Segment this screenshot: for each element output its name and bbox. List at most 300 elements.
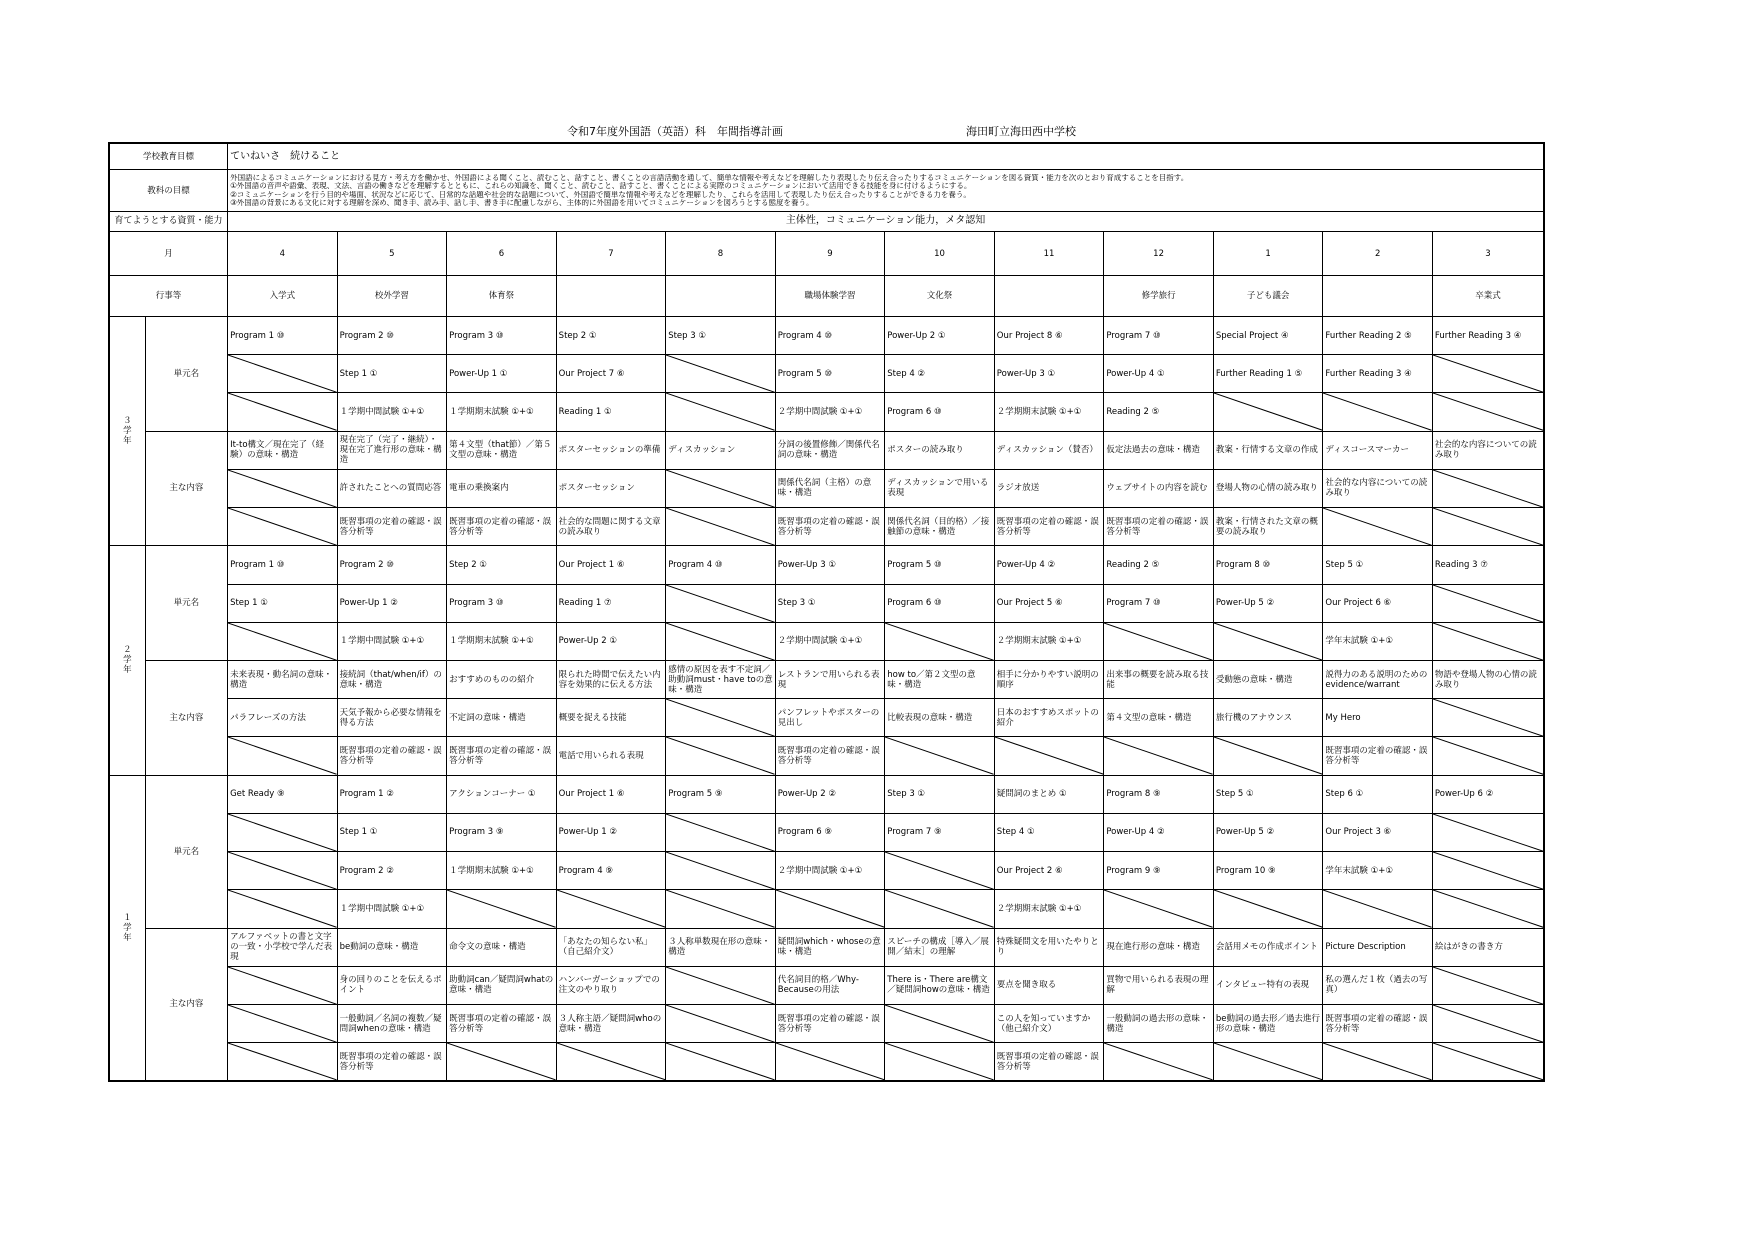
unit-cell: Reading 3 ⑦ [1432, 546, 1544, 584]
content-cell: 既習事項の定着の確認・誤答分析等 [775, 1004, 885, 1042]
page-title: 令和7年度外国語（英語）科 年間指導計画 [567, 125, 783, 138]
month-cell: 9 [775, 232, 885, 275]
empty-cell [447, 1043, 557, 1081]
slash-line [885, 852, 994, 889]
ability-text: 主体性，コミュニケーション能力，メタ認知 [228, 211, 1544, 232]
empty-cell-slash [228, 737, 337, 774]
unit-section-label: 単元名 [145, 775, 227, 928]
empty-cell [1432, 622, 1544, 660]
slash-line [1214, 890, 1323, 927]
event-cell [666, 275, 776, 316]
empty-cell-slash [885, 737, 994, 774]
content-cell: 未来表現・動名詞の意味・構造 [228, 660, 338, 698]
grade-content-row [109, 737, 1544, 775]
content-cell: 第４文型（that節）／第５文型の意味・構造 [447, 431, 557, 469]
unit-section-label: 単元名 [145, 546, 227, 661]
empty-cell-slash [1433, 470, 1543, 507]
content-cell: ウェブサイトの内容を読む [1104, 469, 1214, 507]
unit-cell: Our Project 7 ⑥ [556, 355, 666, 393]
month-cell: 2 [1323, 232, 1433, 275]
empty-cell [666, 852, 776, 890]
unit-cell: Step 3 ① [885, 775, 995, 813]
slash-line [666, 737, 775, 774]
unit-cell: Reading 2 ⑤ [1104, 546, 1214, 584]
unit-cell: Program 5 ⑨ [666, 775, 776, 813]
content-cell: 教案・行情された文章の概要の読み取り [1213, 508, 1323, 546]
slash-line [1433, 699, 1543, 736]
empty-cell-slash [1433, 699, 1543, 736]
grade-unit-row [109, 813, 1544, 851]
content-cell: 出来事の概要を読み取る技能 [1104, 660, 1214, 698]
content-cell: 物語や登場人物の心情の読み取り [1432, 660, 1544, 698]
grade-unit-row [109, 622, 1544, 660]
content-cell: 相手に分かりやすい説明の順序 [994, 660, 1104, 698]
content-cell: 不定詞の意味・構造 [447, 699, 557, 737]
empty-cell [228, 852, 338, 890]
unit-cell: １学期中間試験 ①+① [337, 890, 447, 928]
empty-cell [1432, 1043, 1544, 1081]
empty-cell [1432, 355, 1544, 393]
empty-cell [1213, 737, 1323, 775]
slash-line [666, 355, 775, 392]
slash-line [1433, 508, 1543, 545]
content-cell: 既習事項の定着の確認・誤答分析等 [447, 508, 557, 546]
content-cell: 感情の原因を表す不定詞／助動詞must・have toの意味・構造 [666, 660, 776, 698]
unit-cell: Further Reading 3 ④ [1323, 355, 1433, 393]
annual-plan-table [108, 142, 1545, 1082]
slash-line [228, 814, 337, 851]
empty-cell-slash [1433, 737, 1543, 774]
empty-cell-slash [447, 890, 556, 927]
event-row [109, 275, 1544, 316]
content-cell: 現在進行形の意味・構造 [1104, 928, 1214, 966]
content-cell: ポスターセッションの準備 [556, 431, 666, 469]
content-cell: 絵はがきの書き方 [1432, 928, 1544, 966]
unit-cell: Power-Up 2 ① [556, 622, 666, 660]
content-cell: 関係代名詞（目的格）／接触節の意味・構造 [885, 508, 995, 546]
empty-cell-slash [1323, 1043, 1432, 1080]
content-cell: 仮定法過去の意味・構造 [1104, 431, 1214, 469]
empty-cell-slash [1323, 393, 1432, 430]
slash-line [1433, 585, 1543, 622]
empty-cell-slash [228, 355, 337, 392]
content-cell: how to／第２文型の意味・構造 [885, 660, 995, 698]
slash-line [228, 623, 337, 660]
empty-cell [994, 737, 1104, 775]
slash-line [1433, 737, 1543, 774]
empty-cell [228, 355, 338, 393]
empty-cell [666, 1043, 776, 1081]
unit-cell: １学期中間試験 ①+① [337, 393, 447, 431]
slash-line [557, 890, 666, 927]
empty-cell [1213, 393, 1323, 431]
unit-cell: Our Project 2 ⑥ [994, 852, 1104, 890]
grade-content-row [109, 431, 1544, 469]
empty-cell [885, 852, 995, 890]
slash-line [228, 1043, 337, 1080]
empty-cell-slash [1214, 737, 1323, 774]
empty-cell [228, 1004, 338, 1042]
grade-unit-row [109, 890, 1544, 928]
slash-line [1433, 890, 1543, 927]
month-label: 月 [109, 232, 228, 275]
unit-cell: Step 5 ① [1213, 775, 1323, 813]
grade-label-char: 年 [123, 932, 132, 943]
content-cell: 疑問詞which・whoseの意味・構造 [775, 928, 885, 966]
content-cell: 関係代名詞（主格）の意味・構造 [775, 469, 885, 507]
empty-cell [1432, 584, 1544, 622]
slash-line [1433, 814, 1543, 851]
slash-line [885, 1005, 994, 1042]
empty-cell [1432, 813, 1544, 851]
slash-line [1214, 623, 1323, 660]
slash-line [228, 967, 337, 1004]
empty-cell-slash [1323, 508, 1432, 545]
content-cell: be動詞の意味・構造 [337, 928, 447, 966]
content-cell: おすすめのものの紹介 [447, 660, 557, 698]
grade-unit-row [109, 852, 1544, 890]
content-cell: 会話用メモの作成ポイント [1213, 928, 1323, 966]
empty-cell-slash [557, 1043, 666, 1080]
empty-cell-slash [666, 393, 775, 430]
unit-cell: １学期期末試験 ①+① [447, 622, 557, 660]
empty-cell-slash [228, 1005, 337, 1042]
empty-cell [1104, 1043, 1214, 1081]
content-cell: 教案・行情する文章の作成 [1213, 431, 1323, 469]
empty-cell [1432, 699, 1544, 737]
unit-cell: Power-Up 2 ② [775, 775, 885, 813]
content-cell: It-to構文／現在完了（経験）の意味・構造 [228, 431, 338, 469]
content-cell: 一般動詞の過去形の意味・構造 [1104, 1004, 1214, 1042]
unit-cell: Step 1 ① [228, 584, 338, 622]
ability-label: 育てようとする資質・能力 [109, 211, 228, 232]
subject-goal-row [109, 170, 1544, 211]
content-cell: 登場人物の心情の読み取り [1213, 469, 1323, 507]
subject-goal-line: ②コミュニケーションを行う目的や場面、状況などに応じて、日常的な話題や社会的な話題について、外国語で簡単な情報や考えなどを理解したり、これらを活用して表現したり伝え合ったりすることができる力を養う。 [230, 190, 971, 199]
empty-cell-slash [228, 508, 337, 545]
empty-cell [1432, 890, 1544, 928]
empty-cell-slash [1214, 623, 1323, 660]
slash-line [228, 470, 337, 507]
content-cell: 既習事項の定着の確認・誤答分析等 [994, 1043, 1104, 1081]
unit-cell: Power-Up 2 ① [885, 317, 995, 355]
unit-cell: 学年末試験 ①+① [1323, 622, 1433, 660]
content-section-label: 主な内容 [145, 431, 227, 546]
unit-cell: アクションコーナー ① [447, 775, 557, 813]
empty-cell [885, 622, 995, 660]
content-cell: 既習事項の定着の確認・誤答分析等 [1104, 508, 1214, 546]
content-cell: 既習事項の定着の確認・誤答分析等 [1323, 1004, 1433, 1042]
empty-cell [556, 890, 666, 928]
empty-cell-slash [666, 814, 775, 851]
slash-line [776, 1043, 885, 1080]
unit-cell: Power-Up 3 ① [775, 546, 885, 584]
plan-body [109, 143, 1544, 1081]
empty-cell-slash [885, 1043, 994, 1080]
month-cell: 3 [1432, 232, 1544, 275]
unit-cell: Program 5 ⑩ [885, 546, 995, 584]
empty-cell-slash [557, 890, 666, 927]
school-goal-text: ていねいさ 続けること [228, 143, 1544, 170]
unit-cell: Program 7 ⑨ [885, 813, 995, 851]
empty-cell-slash [228, 623, 337, 660]
empty-cell [1104, 890, 1214, 928]
slash-line [228, 737, 337, 774]
month-cell: 7 [556, 232, 666, 275]
content-cell: 既習事項の定着の確認・誤答分析等 [337, 737, 447, 775]
unit-cell: Program 10 ⑨ [1213, 852, 1323, 890]
slash-line [666, 814, 775, 851]
content-cell: レストランで用いられる表現 [775, 660, 885, 698]
grade-unit-row [109, 393, 1544, 431]
empty-cell-slash [885, 1005, 994, 1042]
unit-cell: Power-Up 1 ② [556, 813, 666, 851]
unit-cell: Program 3 ⑩ [447, 317, 557, 355]
empty-cell [447, 890, 557, 928]
empty-cell [885, 737, 995, 775]
empty-cell-slash [1433, 814, 1543, 851]
content-cell: ラジオ放送 [994, 469, 1104, 507]
content-cell: 既習事項の定着の確認・誤答分析等 [775, 508, 885, 546]
empty-cell [666, 813, 776, 851]
unit-cell: Power-Up 5 ② [1213, 584, 1323, 622]
unit-cell: Program 7 ⑩ [1104, 584, 1214, 622]
empty-cell-slash [666, 508, 775, 545]
content-cell: 受動態の意味・構造 [1213, 660, 1323, 698]
slash-line [666, 890, 775, 927]
slash-line [666, 852, 775, 889]
unit-cell: ２学期期末試験 ①+① [994, 622, 1104, 660]
slash-line [1433, 1005, 1543, 1042]
empty-cell [775, 1043, 885, 1081]
event-cell: 子ども議会 [1213, 275, 1323, 316]
grade-label-char: ２ [123, 645, 132, 656]
empty-cell [1432, 1004, 1544, 1042]
content-cell: 既習事項の定着の確認・誤答分析等 [337, 1043, 447, 1081]
unit-cell: １学期期末試験 ①+① [447, 852, 557, 890]
empty-cell-slash [1433, 1005, 1543, 1042]
content-cell: 代名詞目的格／Why-Becauseの用法 [775, 966, 885, 1004]
grade-label [109, 775, 145, 1081]
slash-line [557, 1043, 666, 1080]
content-cell: 要点を聞き取る [994, 966, 1104, 1004]
content-cell: ポスターの読み取り [885, 431, 995, 469]
empty-cell [885, 1043, 995, 1081]
content-cell: ３人称単数現在形の意味・構造 [666, 928, 776, 966]
grade-unit-row [109, 775, 1544, 813]
empty-cell-slash [776, 890, 885, 927]
empty-cell [885, 890, 995, 928]
slash-line [1214, 393, 1323, 430]
empty-cell [666, 622, 776, 660]
grade-label-char: 学 [123, 922, 132, 933]
subject-goal-label: 教科の目標 [109, 170, 228, 211]
slash-line [1214, 1043, 1323, 1080]
slash-line [1433, 470, 1543, 507]
content-cell: 許されたことへの質問応答 [337, 469, 447, 507]
slash-line [1104, 890, 1213, 927]
content-cell: インタビュー特有の表現 [1213, 966, 1323, 1004]
month-cell: 5 [337, 232, 447, 275]
content-cell: 日本のおすすめスポットの紹介 [994, 699, 1104, 737]
empty-cell [228, 737, 338, 775]
unit-cell: ２学期期末試験 ①+① [994, 890, 1104, 928]
empty-cell [775, 890, 885, 928]
unit-cell: Program 5 ⑩ [775, 355, 885, 393]
slash-line [666, 699, 775, 736]
unit-cell: Our Project 1 ⑥ [556, 546, 666, 584]
content-cell: 社会的な内容についての読み取り [1323, 469, 1433, 507]
content-cell: 既習事項の定着の確認・誤答分析等 [775, 737, 885, 775]
unit-cell: Step 2 ① [556, 317, 666, 355]
slash-line [666, 508, 775, 545]
school-goal-row [109, 143, 1544, 170]
event-cell: 入学式 [228, 275, 338, 316]
unit-cell: Program 8 ⑨ [1104, 775, 1214, 813]
unit-cell: Program 3 ⑩ [447, 584, 557, 622]
content-cell: 命令文の意味・構造 [447, 928, 557, 966]
event-cell: 校外学習 [337, 275, 447, 316]
month-cell: 1 [1213, 232, 1323, 275]
slash-line [228, 890, 337, 927]
empty-cell-slash [228, 393, 337, 430]
unit-cell: Power-Up 6 ② [1432, 775, 1544, 813]
grade-label-char: 年 [123, 436, 132, 447]
content-cell: アルファベットの書と文字の一致・小学校で学んだ表現 [228, 928, 338, 966]
empty-cell-slash [1104, 623, 1213, 660]
empty-cell-slash [666, 699, 775, 736]
unit-cell: Program 2 ⑩ [337, 546, 447, 584]
content-cell: ポスターセッション [556, 469, 666, 507]
empty-cell [228, 469, 338, 507]
subject-goal-line: 外国語によるコミュニケーションにおける見方・考え方を働かせ、外国語による聞くこと、読むこと、話すこと、書くことの言語活動を通して、簡単な情報や考えなどを理解したり表現したり伝え合ったりするコミュニケーションを図る資質・能力を次のとおり育成することを目指す。 [230, 173, 1189, 182]
empty-cell-slash [228, 814, 337, 851]
content-cell: 説得力のある説明のためのevidence/warrant [1323, 660, 1433, 698]
grade-content-row [109, 1043, 1544, 1081]
empty-cell-slash [666, 967, 775, 1004]
month-cell: 8 [666, 232, 776, 275]
unit-cell: Program 6 ⑩ [885, 393, 995, 431]
content-cell: 既習事項の定着の確認・誤答分析等 [337, 508, 447, 546]
unit-cell: Our Project 1 ⑥ [556, 775, 666, 813]
empty-cell-slash [1433, 1043, 1543, 1080]
empty-cell-slash [885, 852, 994, 889]
content-cell: 接続詞（that/when/if）の意味・構造 [337, 660, 447, 698]
empty-cell-slash [776, 1043, 885, 1080]
slash-line [1433, 393, 1543, 430]
slash-line [447, 1043, 556, 1080]
empty-cell-slash [666, 737, 775, 774]
unit-cell: Program 2 ② [337, 852, 447, 890]
slash-line [666, 623, 775, 660]
content-cell: 限られた時間で伝えたい内容を効果的に伝える方法 [556, 660, 666, 698]
empty-cell [666, 737, 776, 775]
empty-cell [1323, 1043, 1433, 1081]
empty-cell [1104, 622, 1214, 660]
empty-cell-slash [1433, 585, 1543, 622]
empty-cell [666, 508, 776, 546]
unit-cell: Reading 2 ⑤ [1104, 393, 1214, 431]
unit-cell: Reading 1 ⑦ [556, 584, 666, 622]
empty-cell [1432, 508, 1544, 546]
unit-cell: Step 1 ① [337, 813, 447, 851]
content-cell: 電話で用いられる表現 [556, 737, 666, 775]
slash-line [1433, 623, 1543, 660]
empty-cell [1213, 890, 1323, 928]
empty-cell-slash [666, 890, 775, 927]
empty-cell-slash [1214, 1043, 1323, 1080]
unit-cell: Power-Up 3 ① [994, 355, 1104, 393]
content-cell: ディスカッション（賛否） [994, 431, 1104, 469]
ability-row [109, 211, 1544, 232]
empty-cell-slash [1214, 393, 1323, 430]
event-cell: 卒業式 [1432, 275, 1544, 316]
grade-label-char: ３ [123, 416, 132, 427]
unit-cell: Step 6 ① [1323, 775, 1433, 813]
grade-content-row [109, 1004, 1544, 1042]
event-cell [556, 275, 666, 316]
empty-cell-slash [666, 585, 775, 622]
empty-cell-slash [1323, 890, 1432, 927]
content-cell: There is・There are構文／疑問詞howの意味・構造 [885, 966, 995, 1004]
slash-line [1433, 1043, 1543, 1080]
grade-unit-row [109, 317, 1544, 355]
unit-cell: Further Reading 3 ④ [1432, 317, 1544, 355]
unit-cell: Program 4 ⑩ [666, 546, 776, 584]
empty-cell [1213, 1043, 1323, 1081]
unit-cell: Power-Up 1 ① [447, 355, 557, 393]
slash-line [666, 470, 775, 507]
month-cell: 4 [228, 232, 338, 275]
content-section-label: 主な内容 [145, 660, 227, 775]
grade-unit-row [109, 355, 1544, 393]
unit-cell: Reading 1 ① [556, 393, 666, 431]
slash-line [228, 508, 337, 545]
month-cell: 6 [447, 232, 557, 275]
empty-cell [666, 699, 776, 737]
content-cell: 既習事項の定着の確認・誤答分析等 [994, 508, 1104, 546]
empty-cell-slash [228, 967, 337, 1004]
empty-cell [885, 1004, 995, 1042]
empty-cell-slash [666, 1043, 775, 1080]
slash-line [1433, 967, 1543, 1004]
slash-line [1323, 1043, 1432, 1080]
unit-cell: Further Reading 2 ⑤ [1323, 317, 1433, 355]
content-cell: 第４文型の意味・構造 [1104, 699, 1214, 737]
empty-cell [666, 1004, 776, 1042]
empty-cell-slash [666, 623, 775, 660]
empty-cell [1323, 393, 1433, 431]
empty-cell [228, 508, 338, 546]
event-cell: 修学旅行 [1104, 275, 1214, 316]
unit-cell: 学年末試験 ①+① [1323, 852, 1433, 890]
empty-cell-slash [1433, 393, 1543, 430]
empty-cell-slash [1104, 1043, 1213, 1080]
content-cell: パラフレーズの方法 [228, 699, 338, 737]
event-cell [994, 275, 1104, 316]
unit-cell: Program 4 ⑩ [775, 317, 885, 355]
slash-line [1104, 737, 1213, 774]
content-cell: Picture Description [1323, 928, 1433, 966]
subject-goal-line: ①外国語の音声や語彙、表現、文法、言語の働きなどを理解するとともに、これらの知識を、聞くこと、読むこと、話すこと、書くことによる実際のコミュニケーションにおいて活用できる技能を身に付けるようにする。 [230, 182, 972, 190]
unit-cell: Power-Up 4 ② [994, 546, 1104, 584]
unit-cell: Program 4 ⑨ [556, 852, 666, 890]
empty-cell [666, 890, 776, 928]
slash-line [885, 1043, 994, 1080]
slash-line [1104, 623, 1213, 660]
content-cell: 買物で用いられる表現の理解 [1104, 966, 1214, 1004]
grade-label-char: １ [123, 912, 132, 923]
